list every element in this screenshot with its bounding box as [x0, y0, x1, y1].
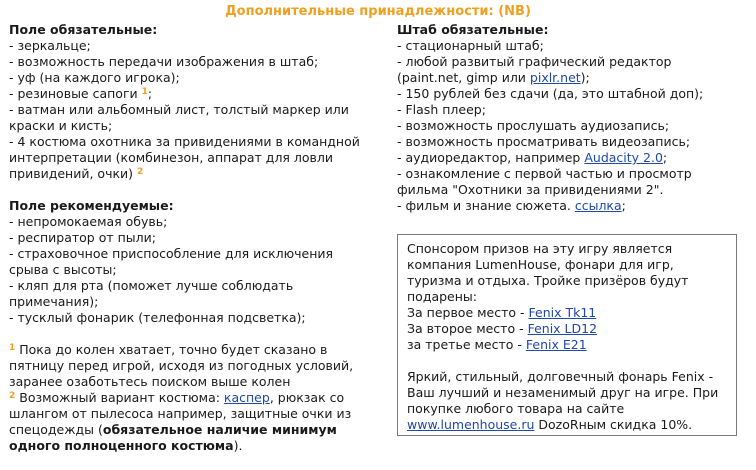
title-main: Дополнительные принадлежности: — [225, 4, 494, 19]
footnote-2-end: ). — [233, 438, 243, 453]
prize-row — [407, 321, 736, 337]
costume-tail: привидений, очки) — [9, 166, 134, 181]
list-item: - 150 рублей без сдачи (да, это штабной доп); — [397, 86, 704, 101]
list-item: - респиратор от пыли; — [9, 230, 156, 245]
audio-end: ; — [662, 150, 668, 165]
casper-link[interactable]: каспер — [223, 390, 270, 405]
list-item: краски и кисть; — [9, 118, 113, 133]
editors-start: (paint.net, gimp или — [397, 70, 530, 85]
prize-link-tk11[interactable]: Fenix Tk11 — [528, 305, 597, 320]
list-item: - уф (на каждого игрока); — [9, 70, 180, 85]
promo-line: Спонсором призов на эту игру является — [407, 241, 673, 256]
list-item-audio — [397, 150, 749, 166]
footnote-2-line — [9, 422, 389, 438]
prize-link-ld12[interactable]: Fenix LD12 — [527, 321, 598, 336]
recommended-heading: Поле рекомендуемые: — [9, 198, 174, 213]
list-item-costume — [9, 166, 389, 182]
list-item: интерпретации (комбинезон, аппарат для ловли — [9, 150, 334, 165]
list-item: - любой развитый графический редактор — [397, 54, 672, 69]
promo-line: Яркий, стильный, долговечный фонарь Fenix - — [407, 369, 714, 384]
pixlr-link[interactable]: pixlr.net — [529, 70, 581, 85]
promo-site-tail: DozoRным скидка 10%. — [534, 417, 693, 432]
left-column — [9, 22, 389, 454]
footnote-2-bold: обязательное наличие минимум — [102, 422, 337, 437]
prize-link-e21[interactable]: Fenix E21 — [525, 337, 587, 352]
footnote-1 — [9, 342, 389, 358]
film-start: - фильм и знание сюжета. — [397, 198, 575, 213]
promo-line: подарены: — [407, 289, 478, 304]
footnote-2-line: шлангом от пылесоса например, защитные очки из — [9, 406, 352, 421]
list-item-boots — [9, 86, 389, 102]
list-item: - стационарный штаб; — [397, 38, 544, 53]
editors-end: ); — [580, 70, 590, 85]
film-end: ; — [621, 198, 626, 213]
page-title — [0, 4, 756, 20]
list-item: - тусклый фонарик (телефонная подсветка); — [9, 310, 306, 325]
footnote-2-after: , рюкзак со — [269, 390, 345, 405]
list-item: - страховочное приспособление для исключения — [9, 246, 334, 261]
footnote-1-text: Пока до колен хватает, точно будет сказано в — [15, 342, 328, 357]
footnote-2-line3: спецодежды ( — [9, 422, 103, 437]
list-item: - ознакомление с первой частью и просмотр — [397, 166, 692, 181]
promo-line: компания LumenHouse, фонари для игр, — [407, 257, 674, 272]
prize-label: за третье место - — [407, 337, 526, 352]
promo-line: Ваш лучший и незаменимый друг на игре. При — [407, 385, 719, 400]
promo-line: туризма и отдыха. Тройке призёров будут — [407, 273, 689, 288]
prize-label: За второе место - — [407, 321, 528, 336]
list-item: - зеркальце; — [9, 38, 91, 53]
boots-text: - резиновые сапоги — [9, 86, 138, 101]
footnote-2 — [9, 390, 389, 406]
list-item: - возможность просматривать видеозапись; — [397, 134, 691, 149]
list-item: - непромокаемая обувь; — [9, 214, 168, 229]
prize-label: За первое место - — [407, 305, 529, 320]
hq-heading: Штаб обязательные: — [397, 22, 549, 37]
list-item: примечания); — [9, 294, 99, 309]
footnote-2-line — [9, 438, 389, 454]
list-item: - возможность передачи изображения в штаб; — [9, 54, 319, 69]
list-item: срыва с высоты; — [9, 262, 117, 277]
lumenhouse-link[interactable]: www.lumenhouse.ru — [407, 417, 535, 432]
sponsor-box — [397, 234, 737, 436]
footnote-marker: 1 — [141, 87, 148, 97]
footnote-1-line: пятницу перед игрой, исходя из погодных условий, — [9, 358, 354, 373]
footnote-marker: 1 — [9, 343, 16, 353]
right-column — [397, 22, 749, 214]
promo-site-line — [407, 417, 736, 433]
list-item: - кляп для рта (поможет лучше соблюдать — [9, 278, 294, 293]
list-item: фильма "Охотники за привидениями 2". — [397, 182, 664, 197]
boots-tail: ; — [147, 86, 153, 101]
title-nb: NB — [504, 4, 525, 19]
footnote-marker: 2 — [9, 391, 16, 401]
list-item: - Flash плеер; — [397, 102, 486, 117]
footnote-2-text: Возможный вариант костюма: — [15, 390, 224, 405]
title-nb-open: ( — [498, 4, 505, 19]
list-item: - ватман или альбомный лист, толстый маркер или — [9, 102, 349, 117]
film-link[interactable]: ссылка — [574, 198, 622, 213]
prize-row — [407, 337, 736, 353]
prize-row — [407, 305, 736, 321]
footnote-marker: 2 — [137, 167, 144, 177]
title-nb-close: ) — [524, 4, 531, 19]
list-item-editors — [397, 70, 749, 86]
list-item: - возможность прослушать аудиозапись; — [397, 118, 670, 133]
footnote-2-bold: одного полноценного костюма — [9, 438, 234, 453]
required-heading: Поле обязательные: — [9, 22, 158, 37]
list-item-film — [397, 198, 749, 214]
list-item: - 4 костюма охотника за привидениями в командной — [9, 134, 360, 149]
promo-line: покупке любого товара на сайте — [407, 401, 625, 416]
audacity-link[interactable]: Audacity 2.0 — [584, 150, 663, 165]
audio-start: - аудиоредактор, например — [397, 150, 585, 165]
footnote-1-line: заранее озаботьтесь поиском выше колен — [9, 374, 291, 389]
